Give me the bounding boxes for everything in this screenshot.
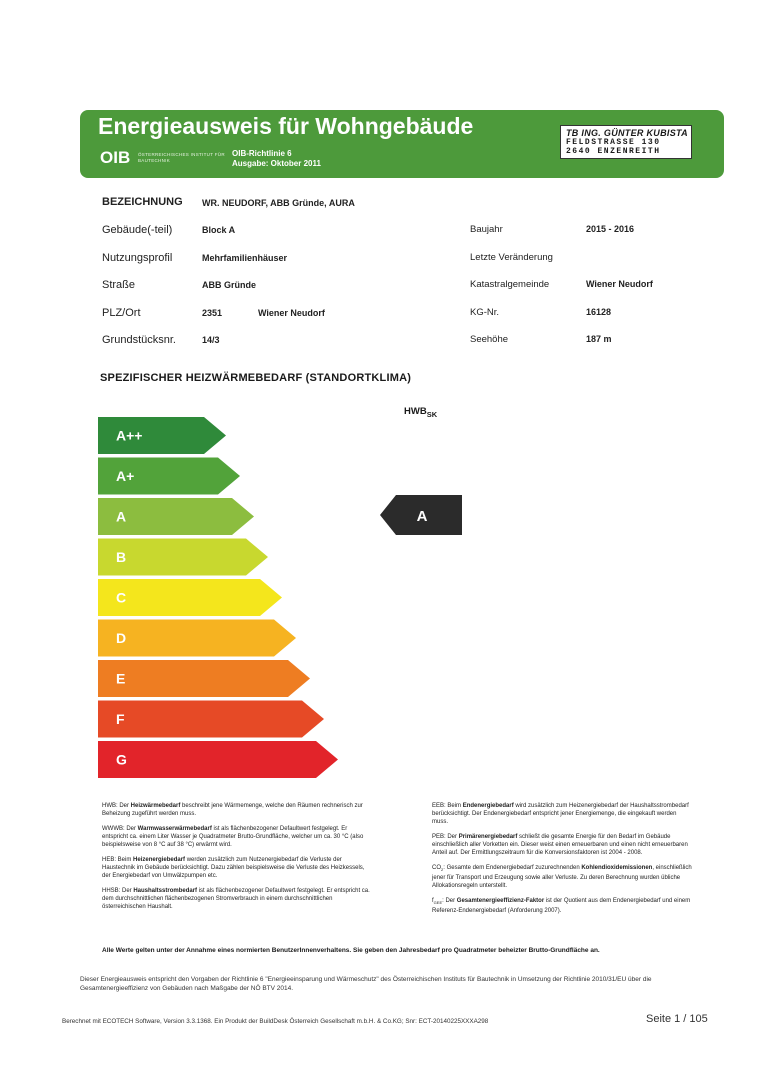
nutzungsprofil-value: Mehrfamilienhäuser — [202, 253, 288, 263]
energy-class-label: F — [116, 711, 125, 727]
definition-term: WWWB: Der — [102, 826, 138, 832]
issuer-stamp — [560, 125, 692, 159]
bezeichnung-value: WR. NEUDORF, ABB Gründe, AURA — [202, 198, 355, 208]
strasse-label: Straße — [102, 279, 136, 291]
energy-class-label: A+ — [116, 468, 135, 484]
definition-term: HHSB: Der — [102, 888, 134, 894]
bezeichnung-label: BEZEICHNUNG — [102, 196, 183, 208]
definition-term: PEB: Der — [432, 834, 459, 840]
guideline: OIB-Richtlinie 6 — [232, 149, 292, 158]
hwb-label-sub: SK — [426, 409, 438, 419]
definition-term: $CO_2$ — [432, 865, 444, 873]
plz-ort-label: PLZ/Ort — [102, 307, 141, 319]
baujahr-value: 2015 - 2016 — [586, 224, 635, 234]
energy-class-label: E — [116, 670, 126, 687]
definition-text: schließt die gesamte Energie für den Bedarf im Gebäude einschließlich aller Vorketten ein. Dieser weist einen erneuerbaren und einen nicht erneuerbaren Anteil auf. Der Ermittlungszeitraum für die Konversionsfaktoren ist 2004 - 2008. — [432, 834, 688, 856]
kataster-value: Wiener Neudorf — [586, 279, 653, 289]
definitions-left — [102, 802, 372, 918]
energy-class-label: G — [116, 751, 127, 768]
stamp-name: TB ING. GÜNTER KUBISTA — [566, 128, 688, 138]
kg-value: 16128 — [586, 307, 612, 317]
definition-heb — [102, 856, 372, 880]
kataster-label: Katastralgemeinde — [470, 279, 550, 290]
energy-class-bar-e — [98, 660, 310, 697]
definition-hwb — [102, 802, 372, 818]
definition-wwwb — [102, 825, 372, 849]
seehoehe-value: 187 m — [586, 334, 612, 344]
definition-text: , einschließlich jener für Transport und Erzeugung sowie aller Verluste. Zu deren Berechnung wurden übliche Allokationsregeln unterstellt. — [432, 865, 692, 890]
definition-eeb — [432, 802, 692, 826]
energy-class-bar-g — [98, 741, 338, 778]
definition-name: Haushaltsstrombedarf — [133, 888, 198, 894]
energy-class-label: B — [116, 549, 127, 565]
definition-text: beschreibt jene Wärmemenge, welche den Räumen rechnerisch zur Beheizung zugeführt werden muss. — [102, 803, 363, 817]
definition-name: Heizwärmebedarf — [130, 803, 181, 809]
definition-term: HEB: Beim — [102, 857, 134, 863]
definition-name: Warmwasserwärmebedarf — [137, 826, 212, 832]
grundstueck-label: Grundstücksnr. — [102, 334, 176, 346]
assumption-note: Alle Werte gelten unter der Annahme eines normierten BenutzerInnenverhaltens. Sie geben den Jahresbedarf pro Quadratmeter beheizter Brutto-Grundfläche an. — [102, 947, 600, 954]
page-number: Seite 1 / 105 — [646, 1013, 708, 1025]
definition-name: Primärenergiebedarf — [458, 834, 518, 840]
kg-label: KG-Nr. — [470, 307, 500, 318]
veraenderung-label: Letzte Veränderung — [470, 252, 553, 263]
hwb-label-main: HWB — [404, 406, 427, 417]
oib-logo: OIB — [100, 148, 131, 167]
edition: Ausgabe: Oktober 2011 — [232, 159, 321, 168]
energy-class-bar-f — [98, 701, 324, 738]
software-credit: Berechnet mit ECOTECH Software, Version 3.3.1368. Ein Produkt der BuildDesk Österreich Gesellschaft m.b.H. & Co.KG; Snr: ECT-20140225XXXA298 — [62, 1018, 489, 1025]
stamp-street: FELDSTRASSE 130 — [566, 138, 661, 147]
definition-name: Kohlendioxidemissionen — [581, 865, 653, 871]
definition-prefix: : Gesamte dem Endenergiebedarf zuzurechnenden — [443, 865, 582, 871]
gebaeude-value: Block A — [202, 225, 236, 235]
energy-class-scale — [98, 417, 343, 782]
rating-marker-label: A — [416, 508, 428, 525]
nutzungsprofil-label: Nutzungsprofil — [102, 252, 173, 264]
disclaimer: Dieser Energieausweis entspricht den Vorgaben der Richtlinie 6 "Energieeinsparung und Wärmeschutz" des Österreichischen Instituts für Bautechnik in Umsetzung der Richtlinie 2010/31/EU über die Gesamtenergieeffizienz von Gebäuden nach Maßgabe der NÖ BTV 2014. — [80, 976, 652, 992]
strasse-value: ABB Gründe — [202, 280, 256, 290]
definition-text: ist als flächenbezogener Defaultwert festgelegt. Er entspricht ca. dem durchschnittlichen flächenbezogenen Stromverbrauch in einem durchschnittlichen österreichischen Haushalt. — [102, 888, 370, 910]
definition-text: werden zusätzlich zum Nutzenergiebedarf die Verluste der Haustechnik im Gebäude berücksichtigt. Dazu zählen beispielsweise die Verluste des Heizkessels, der Energiebedarf von Umwälzpumpen etc. — [102, 857, 365, 879]
definition-name: Heizenergiebedarf — [133, 857, 186, 863]
baujahr-label: Baujahr — [470, 224, 503, 235]
definition-term: HWB: Der — [102, 803, 131, 809]
stamp-city: 2640 ENZENREITH — [566, 147, 661, 156]
definition-name: Endenergiebedarf — [462, 803, 514, 809]
grundstueck-value: 14/3 — [202, 335, 220, 345]
definition-fgee — [432, 897, 692, 915]
definition-term: $f_{GEE}$: Der — [432, 898, 457, 906]
definitions-right — [432, 802, 692, 922]
definition-text: ist als flächenbezogener Defaultwert festgelegt. Er entspricht ca. einem Liter Wasser je Quadratmeter Brutto-Grundfläche, welcher um ca. 30 °C (also beispielsweise von 8 °C auf 38 °C) erwärmt wird. — [102, 826, 364, 848]
definition-term: EEB: Beim — [432, 803, 463, 809]
hwb-label — [404, 406, 437, 419]
document-title: Energieausweis für Wohngebäude — [98, 113, 474, 139]
section-heading: SPEZIFISCHER HEIZWÄRMEBEDARF (STANDORTKLIMA) — [100, 372, 412, 384]
energy-class-label: A — [116, 508, 127, 525]
ort-value: Wiener Neudorf — [258, 308, 325, 318]
definition-hhsb — [102, 887, 372, 911]
definition-text: ist der Quotient aus dem Endenergiebedarf und einem Referenz-Endenergiebedarf (Anforderung 2007). — [432, 898, 691, 915]
energy-class-label: D — [116, 630, 127, 646]
definition-name: Gesamtenergieeffizienz-Faktor — [456, 898, 545, 905]
rating-marker — [380, 495, 462, 535]
guideline-info — [232, 149, 321, 169]
definition-peb — [432, 833, 692, 857]
gebaeude-label: Gebäude(-teil) — [102, 224, 173, 236]
header-banner — [80, 110, 724, 178]
definition-text: wird zusätzlich zum Heizenergiebedarf der Haushaltsstrombedarf berücksichtigt. Der Endenergiebedarf entspricht jener Energiemenge, die eingekauft werden muss. — [432, 803, 689, 825]
energy-class-bar-d — [98, 620, 296, 657]
energy-class-label: C — [116, 589, 127, 606]
seehoehe-label: Seehöhe — [470, 334, 509, 345]
definition-co2 — [432, 864, 692, 890]
energy-class-label: A++ — [116, 427, 143, 444]
oib-logo-subtitle: ÖSTERREICHISCHES INSTITUT FÜR BAUTECHNIK — [138, 152, 225, 163]
plz-value: 2351 — [202, 308, 223, 318]
